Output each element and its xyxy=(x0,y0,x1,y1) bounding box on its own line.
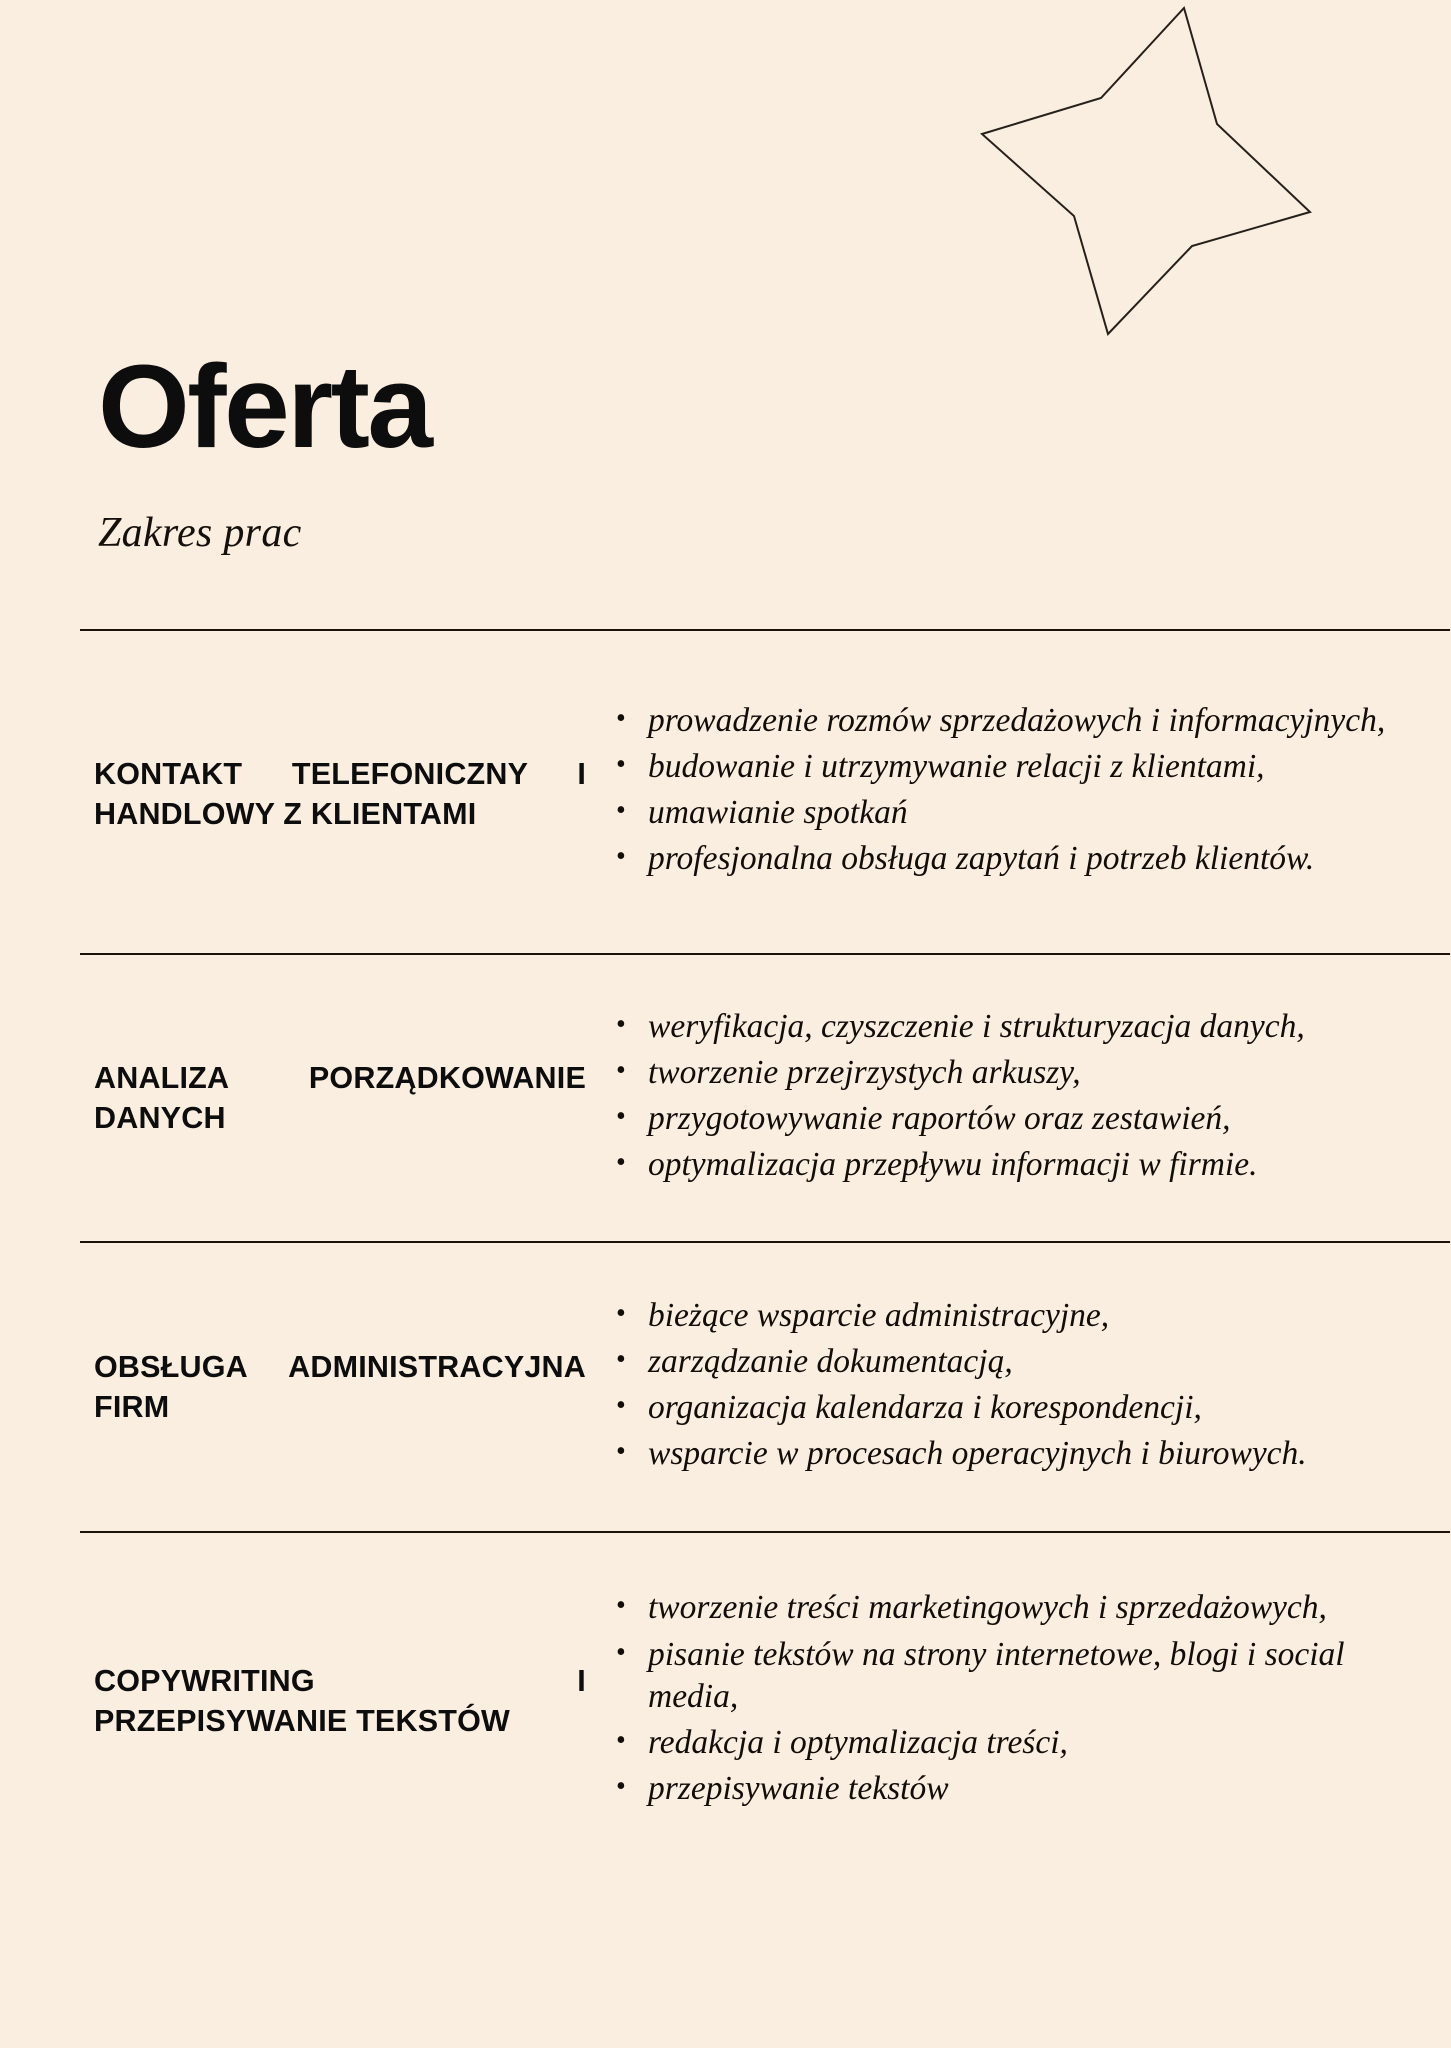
row-bullets-cell xyxy=(610,1006,1450,1191)
bullet-list xyxy=(610,1006,1406,1187)
row-bullets-cell xyxy=(610,700,1450,885)
list-item: • wsparcie w procesach operacyjnych i biurowych. xyxy=(610,1433,1406,1475)
list-item: • przygotowywanie raportów oraz zestawień, xyxy=(610,1098,1406,1140)
scope-of-work-table xyxy=(80,629,1450,1869)
list-item: • prowadzenie rozmów sprzedażowych i informacyjnych, xyxy=(610,700,1406,742)
four-pointed-star-icon xyxy=(962,0,1332,339)
row-heading: ANALIZA PORZĄDKOWANIE DANYCH xyxy=(94,1060,586,1135)
row-heading: OBSŁUGA ADMINISTRACYJNA FIRM xyxy=(94,1349,586,1424)
page-header xyxy=(98,341,1358,558)
bullet-list xyxy=(610,1587,1406,1810)
row-heading-cell xyxy=(80,750,610,835)
page-subtitle: Zakres prac xyxy=(98,510,302,556)
row-bullets-cell xyxy=(610,1295,1450,1480)
row-bullets-cell xyxy=(610,1587,1450,1814)
row-heading: KONTAKT TELEFONICZNY I HANDLOWY Z KLIENTAMI xyxy=(94,756,586,831)
list-item: • redakcja i optymalizacja treści, xyxy=(610,1722,1406,1764)
list-item: • profesjonalna obsługa zapytań i potrzeb klientów. xyxy=(610,838,1406,880)
table-row xyxy=(80,631,1450,953)
list-item: • umawianie spotkań xyxy=(610,792,1406,834)
bullet-list xyxy=(610,700,1406,881)
list-item: • organizacja kalendarza i korespondencji, xyxy=(610,1387,1406,1429)
bullet-list xyxy=(610,1295,1406,1476)
table-row xyxy=(80,1533,1450,1869)
row-heading-cell xyxy=(80,1058,610,1139)
list-item: • tworzenie treści marketingowych i sprzedażowych, xyxy=(610,1587,1406,1629)
row-heading-cell xyxy=(80,1347,610,1428)
list-item: • tworzenie przejrzystych arkuszy, xyxy=(610,1052,1406,1094)
list-item: • bieżące wsparcie administracyjne, xyxy=(610,1295,1406,1337)
row-heading-cell xyxy=(80,1661,610,1742)
row-heading: COPYWRITING I PRZEPISYWANIE TEKSTÓW xyxy=(94,1663,586,1738)
list-item: • przepisywanie tekstów xyxy=(610,1768,1406,1810)
table-row xyxy=(80,1243,1450,1531)
list-item: • weryfikacja, czyszczenie i strukturyzacja danych, xyxy=(610,1006,1406,1048)
list-item: • budowanie i utrzymywanie relacji z klientami, xyxy=(610,746,1406,788)
list-item: • zarządzanie dokumentacją, xyxy=(610,1341,1406,1383)
page-title: Oferta xyxy=(98,341,431,473)
list-item: • pisanie tekstów na strony internetowe, blogi i social media, xyxy=(610,1634,1406,1718)
list-item: • optymalizacja przepływu informacji w firmie. xyxy=(610,1144,1406,1186)
table-row xyxy=(80,955,1450,1241)
